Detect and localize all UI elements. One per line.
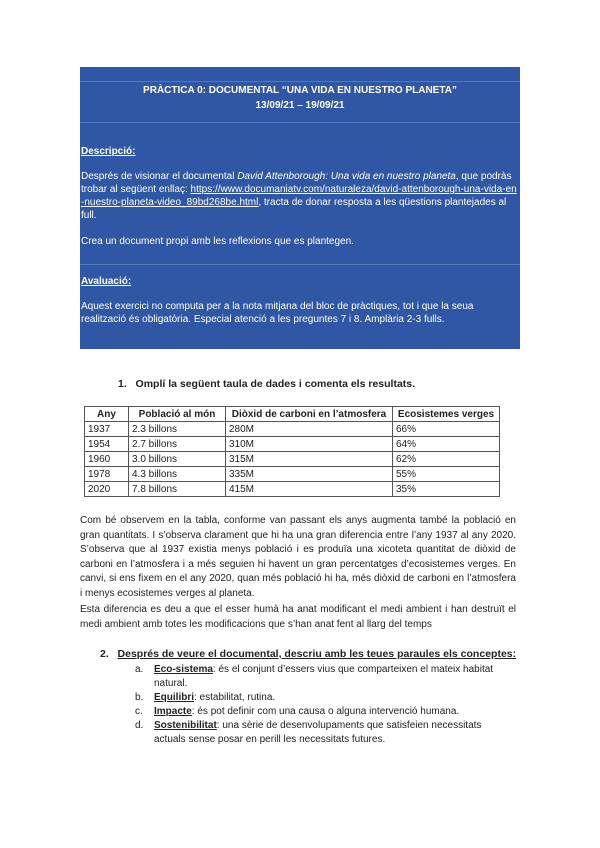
table-cell: 3.0 billons — [129, 452, 226, 467]
table-cell: 2.3 billons — [129, 422, 226, 437]
answer-1-paragraph-2: Esta diferencia es deu a que el esser humà ha anat modificant el medi ambient i han destruït el medi ambient amb totes les modificacions que s’han anat fent al llarg del temps — [80, 604, 516, 630]
description-heading: Descripció: — [81, 146, 136, 157]
description-section — [81, 145, 517, 248]
list-item: a. Eco-sistema: és el conjunt d’essers vius que comparteixen el mateix habitat natural. — [135, 664, 494, 689]
evaluation-heading: Avaluació: — [81, 276, 132, 287]
table-cell: 62% — [393, 452, 500, 467]
question-1: 1. Omplí la següent taula de dades i comenta els resultats. — [118, 378, 416, 390]
table-cell: 415M — [226, 482, 393, 497]
table-cell: 280M — [226, 422, 393, 437]
table-row — [85, 452, 500, 467]
list-item: d. Sostenibilitat: una sèrie de desenvolupaments que satisfeien necessitats actuals sense posar en perill les necessitats futures. — [135, 720, 482, 745]
table-cell: 55% — [393, 467, 500, 482]
column-header: Ecosistemes verges — [393, 407, 500, 422]
answer-1-paragraph: Com bé observem en la tabla, conforme van passant els anys augmenta també la població en gran quantitats. I s’observa clarament que hi ha una gran diferencia entre l’any 1937 al any 2020. S’observa que al 1937 existia menys població i es produïa una xicoteta quantitat de diòxid de carboni en l’atmosfera i a més seguien hi havent un gran percentatges d’ecosistemes verges. En canvi, si ens fixem en el any 2020, quan més població hi ha, més diòxid de carboni en l’atmosfera i menys ecosistemes verges al planeta. — [80, 515, 516, 599]
table-cell: 4.3 billons — [129, 467, 226, 482]
practice-title: PRÀCTICA 0: DOCUMENTAL “UNA VIDA EN NUESTRO PLANETA” — [143, 85, 457, 96]
table-cell: 1937 — [85, 422, 129, 437]
concept-term: Equilibri — [154, 692, 194, 703]
question-2: 2. Després de veure el documental, descriu amb les teues paraules els conceptes: — [100, 648, 517, 660]
list-item: b. Equilibri: estabilitat, rutina. — [135, 692, 276, 703]
list-item: c. Impacte: és pot definir com una causa o alguna intervenció humana. — [135, 706, 460, 717]
concept-definition: : és el conjunt d’essers vius que comparteixen el mateix habitat natural. — [154, 664, 494, 689]
table-cell: 2.7 billons — [129, 437, 226, 452]
concept-definition: : estabilitat, rutina. — [194, 692, 276, 703]
column-header: Població al món — [129, 407, 226, 422]
concept-term: Eco-sistema — [154, 664, 213, 675]
concept-definition: : és pot definir com una causa o alguna intervenció humana. — [191, 706, 460, 717]
table-header-row — [85, 407, 500, 422]
concept-definition: : una sèrie de desenvolupaments que satisfeien necessitats actuals sense posar en perill les necessitats futures. — [154, 720, 482, 745]
table-row — [85, 422, 500, 437]
table-cell: 7.8 billons — [129, 482, 226, 497]
table-cell: 66% — [393, 422, 500, 437]
banner-divider — [80, 264, 520, 265]
table-cell: 1978 — [85, 467, 129, 482]
documentary-title: David Attenborough: Una vida en nuestro planeta — [237, 171, 456, 182]
concept-list — [135, 663, 515, 747]
table-row — [85, 482, 500, 497]
table-row — [85, 467, 500, 482]
description-text-2: Crea un document propi amb les reflexions que es plantegen. — [81, 236, 354, 247]
table-cell: 310M — [226, 437, 393, 452]
banner-top-row — [80, 67, 520, 82]
description-text: Després de visionar el documental David Attenborough: Una vida en nuestro planeta, que podràs trobar al següent enllaç: https://www.documaniatv.com/naturaleza/david-attenborough-una-vida-en-nuestro-planeta-video_89bd268be.html, tracta de donar resposta a les qüestions plantejades al full. — [81, 171, 517, 221]
table-cell: 1954 — [85, 437, 129, 452]
banner-divider — [80, 122, 520, 123]
evaluation-text: Aquest exercici no computa per a la nota mitjana del bloc de pràctiques, tot i que la seua realització és obligatòria. Especial atenció a les preguntes 7 i 8. Amplària 2-3 fulls. — [81, 301, 474, 325]
concept-term: Sostenibilitat — [154, 720, 217, 731]
table-row — [85, 437, 500, 452]
table-cell: 1960 — [85, 452, 129, 467]
table-cell: 315M — [226, 452, 393, 467]
practice-dates: 13/09/21 – 19/09/21 — [255, 100, 345, 111]
data-table — [84, 406, 500, 497]
table-cell: 64% — [393, 437, 500, 452]
column-header: Any — [85, 407, 129, 422]
evaluation-section — [81, 275, 517, 326]
table-cell: 2020 — [85, 482, 129, 497]
table-cell: 35% — [393, 482, 500, 497]
column-header: Diòxid de carboni en l’atmosfera — [226, 407, 393, 422]
table-cell: 335M — [226, 467, 393, 482]
documentary-link[interactable]: https://www.documaniatv.com/naturaleza/david-attenborough-una-vida-en-nuestro-planeta-video_89bd268be.html — [81, 184, 517, 208]
concept-term: Impacte — [154, 706, 192, 717]
header-banner — [80, 67, 520, 349]
